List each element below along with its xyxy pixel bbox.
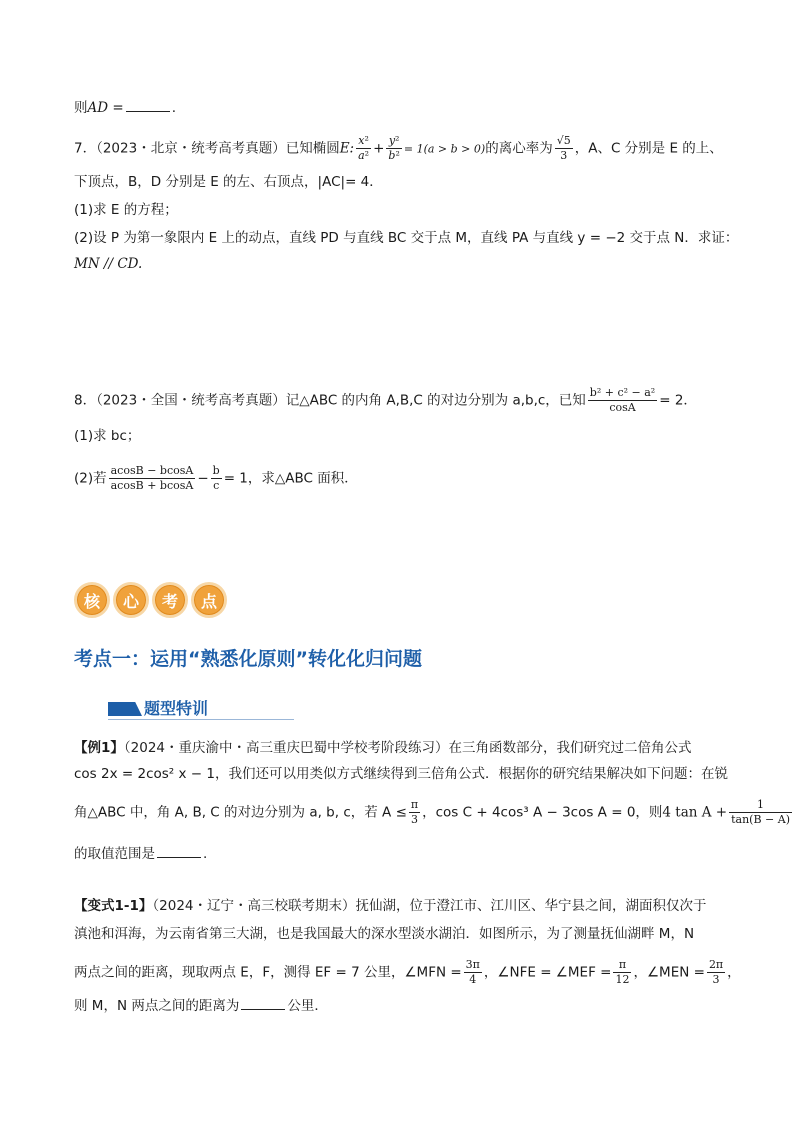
ex1-text1: 在三角函数部分，我们研究过二倍角公式 <box>448 740 692 756</box>
ex1-pi-frac: $\frac{\pi}{3}$ <box>410 798 419 826</box>
var11-angle3-frac: $\frac{2\pi}{3}$ <box>708 958 724 986</box>
q8-part1: (1)求 bc； <box>74 428 141 444</box>
q8-line1 <box>74 386 697 415</box>
q7-part2a: (2)设 P 为第一象限内 E 上的动点，直线 PD 与直线 BC 交于点 M，直线 PA 与直线 y = −2 交于点 N．求证： <box>74 230 739 246</box>
sub-header-bar-icon <box>108 702 142 716</box>
q8-f1: $\frac{acosB - bcosA}{acosB + bcosA}$ <box>110 464 194 492</box>
q6-end: . <box>171 100 176 116</box>
badge-char-4: 点 <box>191 582 227 618</box>
var11-line3 <box>74 958 741 987</box>
sub-header <box>108 694 294 720</box>
var11-line1 <box>74 896 707 916</box>
q8-eq: = 2． <box>659 392 697 409</box>
q7-number: 7． <box>74 140 97 157</box>
q7-y-frac: $\frac{\text{y²}}{\text{b²}}$ <box>388 134 400 162</box>
answer-blank[interactable] <box>241 997 285 1010</box>
q8-minus: − <box>197 470 209 487</box>
ex1-source: （2024・重庆渝中・高三重庆巴蜀中学校考阶段练习） <box>123 740 449 756</box>
q6-answer-line <box>74 98 176 118</box>
var11-line2: 滇池和洱海，为云南省第三大湖，也是我国最大的深水型淡水湖泊．如图所示，为了测量抚仙湖畔 M，N <box>74 926 695 942</box>
badge-char-3: 考 <box>152 582 188 618</box>
var11-line4b: 公里． <box>287 998 328 1014</box>
section-title: 考点一：运用“熟悉化原则”转化化归问题 <box>74 648 422 670</box>
q8-text1: 记△ABC 的内角 A,B,C 的对边分别为 a,b,c，已知 <box>285 392 586 409</box>
sub-header-rule <box>108 719 294 720</box>
ex1-line4: 的取值范围是 <box>74 846 155 862</box>
q7-ellipse-label: E: <box>339 140 355 157</box>
q8-number: 8． <box>74 392 97 409</box>
q7-part1: (1)求 E 的方程； <box>74 202 178 218</box>
var11-text1: 抚仙湖，位于澄江市、江川区、华宁县之间，湖面积仅次于 <box>355 898 707 914</box>
q7-eccentricity: $\frac{√5}{3}$ <box>556 134 571 162</box>
q7-part2b: MN // CD. <box>74 256 143 272</box>
ex1-line1 <box>74 738 692 758</box>
q8-part2 <box>74 464 358 493</box>
q7-text1: 已知椭圆 <box>285 140 340 157</box>
var11-line4a: 则 M，N 两点之间的距离为 <box>74 998 240 1014</box>
var11-line3d: ， <box>727 964 741 981</box>
ex1-label: 【例1】 <box>74 740 124 756</box>
var11-source: （2024・辽宁・高三校联考期末） <box>152 898 356 914</box>
q8-f2: $\frac{b}{c}$ <box>212 464 220 492</box>
q7-source: （2023・北京・统考高考真题） <box>96 140 286 157</box>
sub-header-text: 题型特训 <box>144 699 209 718</box>
var11-line3a: 两点之间的距离，现取两点 E，F，测得 EF = 7 公里，∠MFN = <box>74 964 462 981</box>
q8-part2-pre: (2)若 <box>74 470 107 487</box>
ex1-tan-frac: $\frac{1}{\tan(B - A)}$ <box>731 798 790 826</box>
ex1-end: . <box>203 846 208 862</box>
q6-prefix: 则 <box>74 100 88 116</box>
q8-frac: $\frac{\text{b² + c² − a²}}{\cos A}$ <box>589 386 656 414</box>
answer-blank[interactable] <box>126 99 170 112</box>
q7-text3: ，A、C 分别是 E 的上、 <box>574 140 723 157</box>
badge-char-2: 心 <box>113 582 149 618</box>
var11-angle1-frac: $\frac{3\pi}{4}$ <box>465 958 480 986</box>
var11-line3b: ，∠NFE = ∠MEF = <box>483 964 612 981</box>
ex1-line3 <box>74 798 794 827</box>
answer-blank[interactable] <box>157 845 201 858</box>
var11-line4 <box>74 996 328 1016</box>
q8-source: （2023・全国・统考高考真题） <box>96 392 286 409</box>
q7-line1: 7．（2023・北京・统考高考真题）已知椭圆E: $\frac{\text{x²}}{\text{a²}}$ + $\frac{\text{y²}}{\text{b²}}$ = 1(a > b > 0)的离心率为 $\frac{√5}{3}$ ，A、C 分别是 E 的上、 <box>74 134 723 162</box>
q6-expr: AD = <box>87 100 124 116</box>
ex1-line3b: ，cos C + 4cos³ A − 3cos A = 0，则 <box>422 804 663 821</box>
q7-x-frac: $\frac{\text{x²}}{\text{a²}}$ <box>358 134 370 162</box>
q7-line2: 下顶点，B，D 分别是 E 的左、右顶点，|AC|= 4． <box>74 174 383 190</box>
ex1-line3a: 角△ABC 中，角 A, B, C 的对边分别为 a, b, c，若 A ≤ <box>74 804 407 821</box>
q7-ellipse-cond: = 1(a > b > 0) <box>403 142 486 156</box>
var11-angle2-frac: $\frac{\pi}{12}$ <box>615 958 630 986</box>
badge-char-1: 核 <box>74 582 110 618</box>
q7-text2: 的离心率为 <box>485 140 553 157</box>
core-topic-badge <box>74 582 227 618</box>
ex1-line4 <box>74 844 207 864</box>
ex1-tan-part: 4 tan A + <box>662 804 728 821</box>
var11-label: 【变式1-1】 <box>74 898 153 914</box>
q8-part2-post: = 1，求△ABC 面积． <box>223 470 358 487</box>
var11-line3c: ，∠MEN = <box>633 964 705 981</box>
ex1-line2: cos 2x = 2cos² x − 1，我们还可以用类似方式继续得到三倍角公式．根据你的研究结果解决如下问题：在锐 <box>74 766 728 782</box>
